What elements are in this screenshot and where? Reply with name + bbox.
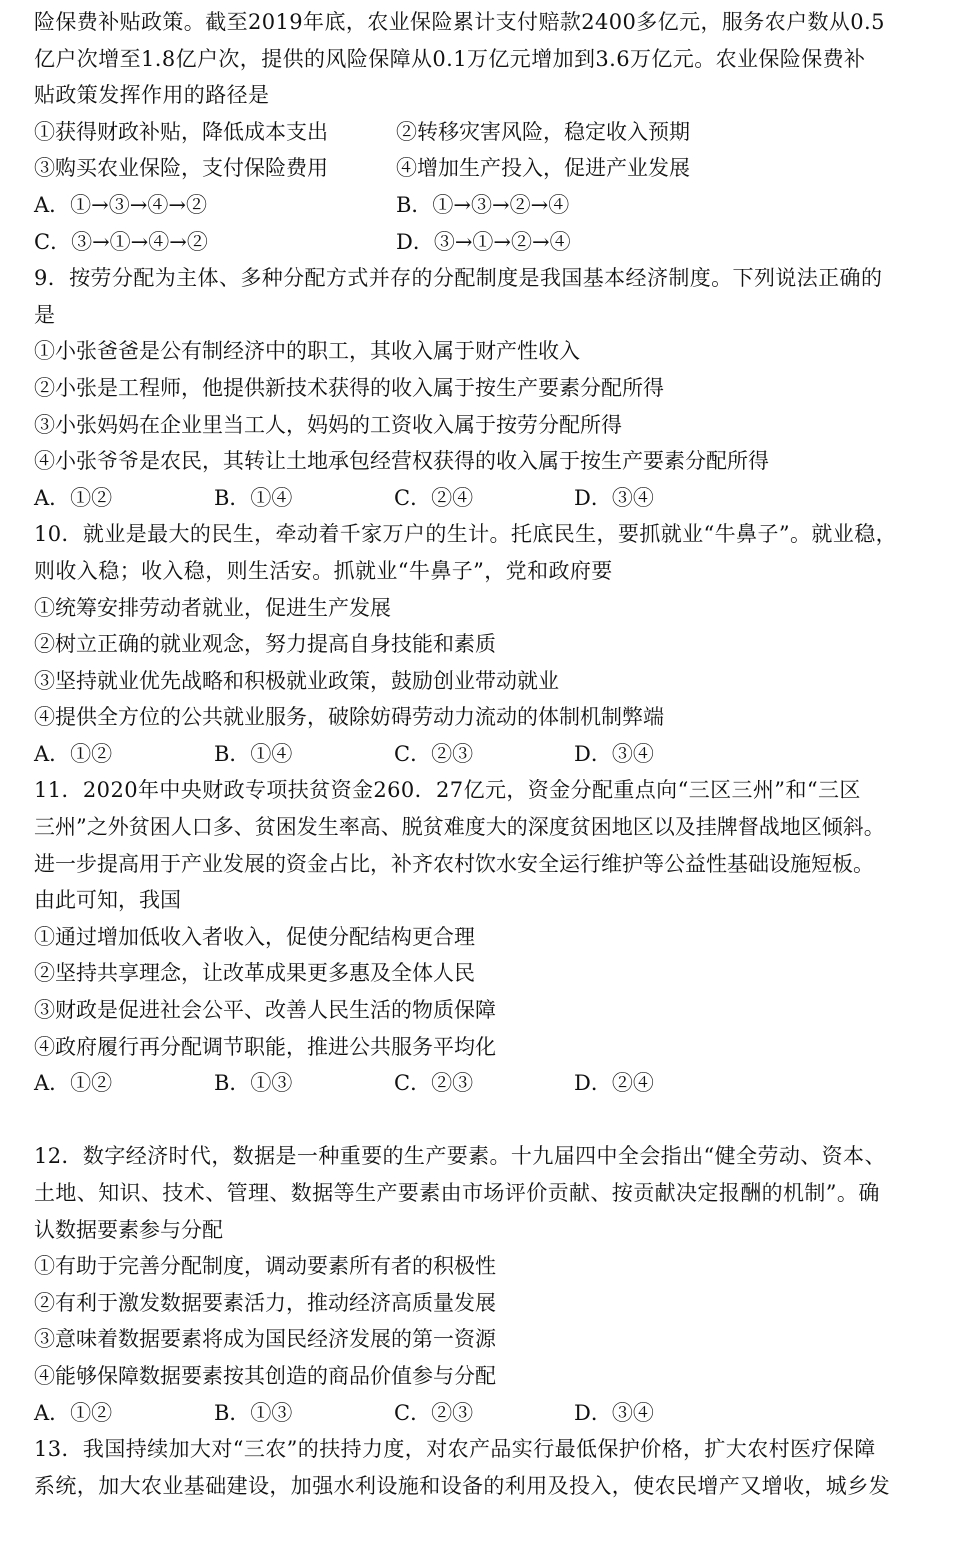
q12-stem-line-2: 土地、知识、技术、管理、数据等生产要素由市场评价贡献、按贡献决定报酬的机制”。确 [34, 1181, 880, 1205]
blank-gap [34, 1102, 934, 1139]
q8-item-2: ②转移灾害风险，稳定收入预期 [396, 119, 690, 144]
q9-item-1: ①小张爸爸是公有制经济中的职工，其收入属于财产性收入 [34, 339, 580, 364]
q10-item-3: ③坚持就业优先战略和积极就业政策，鼓励创业带动就业 [34, 668, 559, 693]
q12-stem-line-3: 认数据要素参与分配 [34, 1217, 223, 1242]
q11-option-b: B．①③ [214, 1071, 293, 1096]
q11-item-4: ④政府履行再分配调节职能，推进公共服务平均化 [34, 1034, 496, 1059]
q10-item-1: ①统筹安排劳动者就业，促进生产发展 [34, 595, 391, 620]
q11-stem-line-4: 由此可知，我国 [34, 888, 181, 913]
q11-item-1: ①通过增加低收入者收入，促使分配结构更合理 [34, 924, 475, 949]
q9-option-c: C．②④ [394, 485, 474, 510]
q8-option-d: D．③→①→②→④ [396, 229, 571, 254]
q8-item-3: ③购买农业保险，支付保险费用 [34, 156, 328, 181]
q10-option-a: A．①② [34, 741, 113, 766]
q8-stem-line-1: 险保费补贴政策。截至2019年底，农业保险累计支付赔款2400多亿元，服务农户数从0.5 [34, 10, 885, 34]
q8-options-row-1 [34, 187, 934, 224]
q11-item-2: ②坚持共享理念，让改革成果更多惠及全体人民 [34, 961, 475, 986]
q9-option-a: A．①② [34, 485, 113, 510]
exam-page [34, 4, 934, 1504]
q8-option-a: A．①→③→④→② [34, 192, 207, 217]
q13-stem-line-2: 系统，加大农业基础建设，加强水利设施和设备的利用及投入，使农民增产又增收，城乡发 [34, 1473, 890, 1498]
q9-option-b: B．①④ [214, 485, 293, 510]
q8-stem-line-3: 贴政策发挥作用的路径是 [34, 83, 270, 108]
q9-item-3: ③小张妈妈在企业里当工人，妈妈的工资收入属于按劳分配所得 [34, 412, 622, 437]
q12-option-b: B．①③ [214, 1400, 293, 1425]
q10-option-b: B．①④ [214, 741, 293, 766]
q12-option-c: C．②③ [394, 1400, 474, 1425]
q9-stem-line-2: 是 [34, 302, 56, 327]
q8-item-4: ④增加生产投入，促进产业发展 [396, 156, 690, 181]
q9-item-4: ④小张爷爷是农民，其转让土地承包经营权获得的收入属于按生产要素分配所得 [34, 449, 769, 474]
q10-option-d: D．③④ [574, 741, 654, 766]
q11-option-c: C．②③ [394, 1071, 474, 1096]
q9-options [34, 480, 934, 517]
q10-stem-line-2: 则收入稳；收入稳，则生活安。抓就业“牛鼻子”，党和政府要 [34, 558, 613, 583]
q12-item-2: ②有利于激发数据要素活力，推动经济高质量发展 [34, 1290, 496, 1315]
q8-item-1: ①获得财政补贴，降低成本支出 [34, 119, 328, 144]
q11-option-d: D．②④ [574, 1071, 654, 1096]
q9-option-d: D．③④ [574, 485, 654, 510]
q10-option-c: C．②③ [394, 741, 474, 766]
q12-item-3: ③意味着数据要素将成为国民经济发展的第一资源 [34, 1327, 496, 1352]
q12-option-d: D．③④ [574, 1400, 654, 1425]
question-8 [34, 4, 934, 260]
question-10 [34, 516, 934, 772]
question-9 [34, 260, 934, 516]
q8-option-c: C．③→①→④→② [34, 229, 208, 254]
q10-item-2: ②树立正确的就业观念，努力提高自身技能和素质 [34, 632, 496, 657]
q10-options [34, 736, 934, 773]
q8-stem-line-2: 亿户次增至1.8亿户次，提供的风险保障从0.1万亿元增加到3.6万亿元。农业保险保费补 [34, 46, 866, 71]
q11-options [34, 1065, 934, 1102]
q11-stem-line-3: 进一步提高用于产业发展的资金占比，补齐农村饮水安全运行维护等公益性基础设施短板。 [34, 851, 874, 876]
q13-stem-line-1: 13．我国持续加大对“三农”的扶持力度，对农产品实行最低保护价格，扩大农村医疗保障 [34, 1437, 876, 1462]
q11-option-a: A．①② [34, 1071, 113, 1096]
q12-item-1: ①有助于完善分配制度，调动要素所有者的积极性 [34, 1254, 496, 1279]
q12-option-a: A．①② [34, 1400, 113, 1425]
q10-item-4: ④提供全方位的公共就业服务，破除妨碍劳动力流动的体制机制弊端 [34, 705, 664, 730]
question-11 [34, 772, 934, 1101]
q8-items-row-2 [34, 150, 934, 187]
q12-item-4: ④能够保障数据要素按其创造的商品价值参与分配 [34, 1363, 496, 1388]
question-13 [34, 1431, 934, 1504]
q8-option-b: B．①→③→②→④ [396, 192, 570, 217]
q9-item-2: ②小张是工程师，他提供新技术获得的收入属于按生产要素分配所得 [34, 375, 664, 400]
q8-items-row-1 [34, 114, 934, 151]
q12-options [34, 1395, 934, 1432]
question-12 [34, 1138, 934, 1431]
q12-stem-line-1: 12．数字经济时代，数据是一种重要的生产要素。十九届四中全会指出“健全劳动、资本、 [34, 1144, 886, 1169]
q10-stem-line-1: 10．就业是最大的民生，牵动着千家万户的生计。托底民生，要抓就业“牛鼻子”。就业稳， [34, 522, 897, 547]
q8-options-row-2 [34, 224, 934, 261]
q11-stem-line-2: 三州”之外贫困人口多、贫困发生率高、脱贫难度大的深度贫困地区以及挂牌督战地区倾斜。 [34, 815, 885, 840]
q9-stem-line-1: 9．按劳分配为主体、多种分配方式并存的分配制度是我国基本经济制度。下列说法正确的 [34, 266, 883, 291]
q11-stem-line-1: 11．2020年中央财政专项扶贫资金260．27亿元，资金分配重点向“三区三州”和“三区 [34, 778, 861, 803]
q11-item-3: ③财政是促进社会公平、改善人民生活的物质保障 [34, 998, 496, 1023]
